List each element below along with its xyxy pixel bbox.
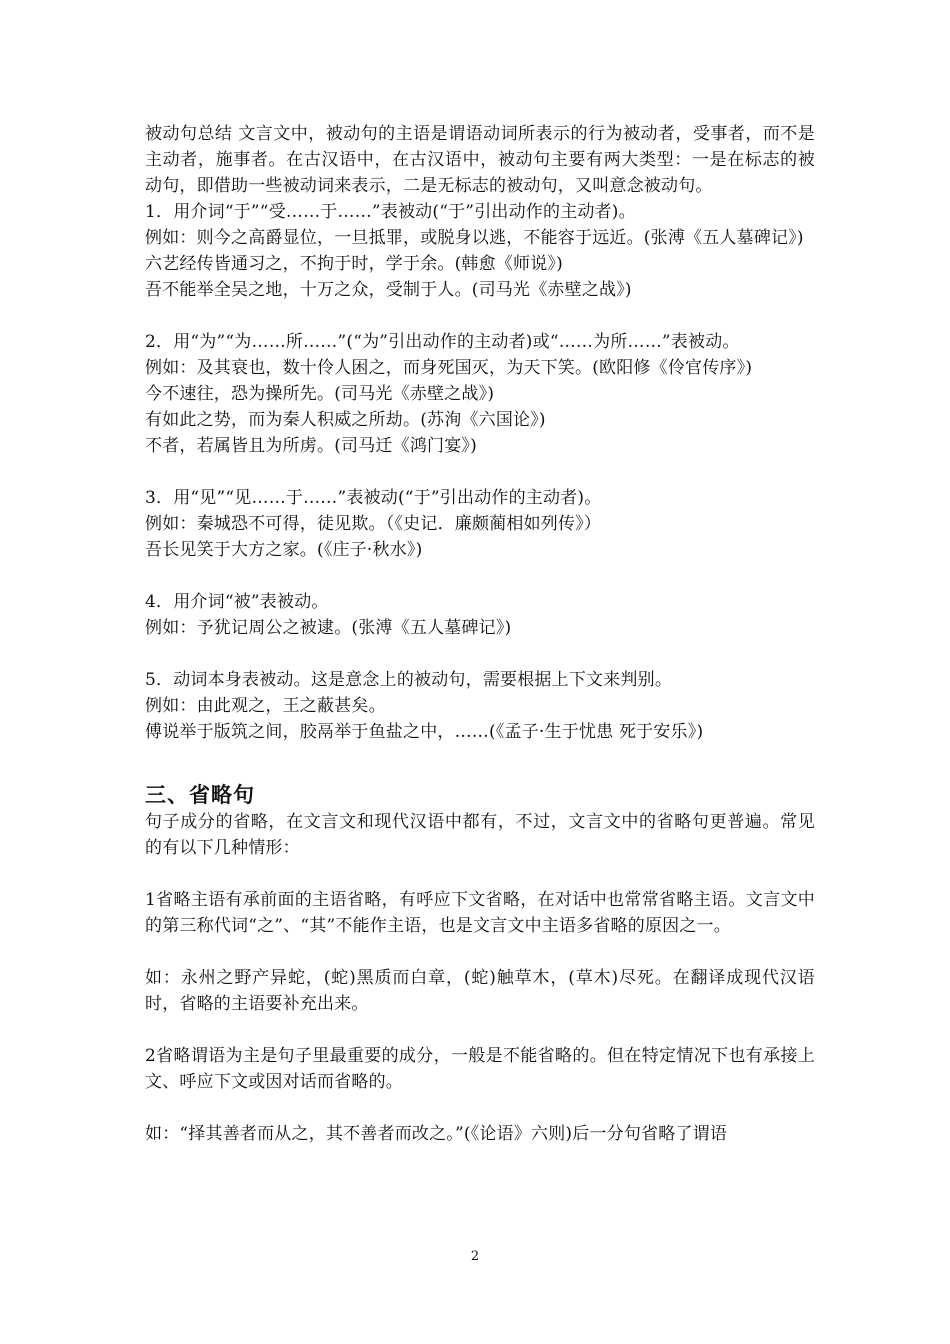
spacer bbox=[145, 303, 815, 329]
section-3-title: 3．用“见”“见……于……”表被动(“于”引出动作的主动者)。 bbox=[145, 488, 602, 508]
ellipsis-subject-omission: 1省略主语有承前面的主语省略，有呼应下文省略，在对话中也常常省略主语。文言文中的第三称代词“之”、“其”不能作主语，也是文言文中主语多省略的原因之一。 bbox=[145, 890, 815, 936]
spacer bbox=[145, 1017, 815, 1043]
section-2-example-3: 有如此之势，而为秦人积威之所劫。(苏洵《六国论》) bbox=[145, 410, 546, 430]
spacer bbox=[145, 861, 815, 887]
ellipsis-intro: 句子成分的省略，在文言文和现代汉语中都有，不过，文言文中的省略句更普遍。常见的有以下几种情形： bbox=[145, 812, 815, 858]
page-content bbox=[145, 121, 815, 1147]
section-2-title: 2．用“为”“为……所……”(“为”引出动作的主动者)或“……为所……”表被动。 bbox=[145, 332, 740, 352]
section-3-example-1: 例如：秦城恐不可得，徒见欺。（《史记．廉颇蔺相如列传》） bbox=[145, 514, 602, 534]
section-2-example-2: 今不速往，恐为操所先。(司马光《赤壁之战》) bbox=[145, 384, 495, 404]
section-5-example-2: 傅说举于版筑之间，胶鬲举于鱼盐之中，……(《孟子·生于忧患 死于安乐》) bbox=[145, 722, 704, 742]
section-1-example-2: 六艺经传皆通习之，不拘于时，学于余。(韩愈《师说》) bbox=[145, 254, 563, 274]
spacer bbox=[145, 1095, 815, 1121]
spacer bbox=[145, 641, 815, 667]
section-3-example-2: 吾长见笑于大方之家。(《庄子·秋水》) bbox=[145, 540, 423, 560]
passive-intro: 被动句总结 文言文中，被动句的主语是谓语动词所表示的行为被动者，受事者，而不是主动者，施事者。在古汉语中，在古汉语中，被动句主要有两大类型：一是在标志的被动句，即借助一些被动词来表示，二是无标志的被动句，又叫意念被动句。 bbox=[145, 124, 815, 196]
ellipsis-predicate-example: 如：“择其善者而从之，其不善者而改之。”(《论语》六则)后一分句省略了谓语 bbox=[145, 1124, 728, 1144]
section-4-example-1: 例如：予犹记周公之被逮。(张溥《五人墓碑记》) bbox=[145, 618, 512, 638]
section-1-example-1: 例如：则今之高爵显位，一旦抵罪，或脱身以逃，不能容于远近。(张溥《五人墓碑记》) bbox=[145, 228, 804, 248]
section-2-example-1: 例如：及其衰也，数十伶人困之，而身死国灭，为天下笑。(欧阳修《伶官传序》) bbox=[145, 358, 753, 378]
section-1-example-3: 吾不能举全吴之地，十万之众，受制于人。(司马光《赤壁之战》) bbox=[145, 280, 632, 300]
section-5-example-1: 例如：由此观之，王之蔽甚矣。 bbox=[145, 696, 386, 716]
spacer bbox=[145, 459, 815, 485]
section-5-title: 5．动词本身表被动。这是意念上的被动句，需要根据上下文来判别。 bbox=[145, 670, 673, 690]
ellipsis-subject-example: 如：永州之野产异蛇，(蛇)黑质而白章，(蛇)触草木，(草木)尽死。在翻译成现代汉语时，省略的主语要补充出来。 bbox=[145, 968, 815, 1014]
section-2-example-4: 不者，若属皆且为所虏。(司马迁《鸿门宴》) bbox=[145, 436, 477, 456]
ellipsis-predicate-omission: 2省略谓语为主是句子里最重要的成分，一般是不能省略的。但在特定情况下也有承接上文、呼应下文或因对话而省略的。 bbox=[145, 1046, 815, 1092]
section-heading-ellipsis: 三、省略句 bbox=[145, 783, 255, 807]
spacer bbox=[145, 745, 815, 781]
section-4-title: 4．用介词“被”表被动。 bbox=[145, 592, 329, 612]
spacer bbox=[145, 939, 815, 965]
spacer bbox=[145, 563, 815, 589]
page-number: 2 bbox=[470, 1249, 480, 1264]
section-1-title: 1．用介词“于”“受……于……”表被动(“于”引出动作的主动者)。 bbox=[145, 202, 636, 222]
